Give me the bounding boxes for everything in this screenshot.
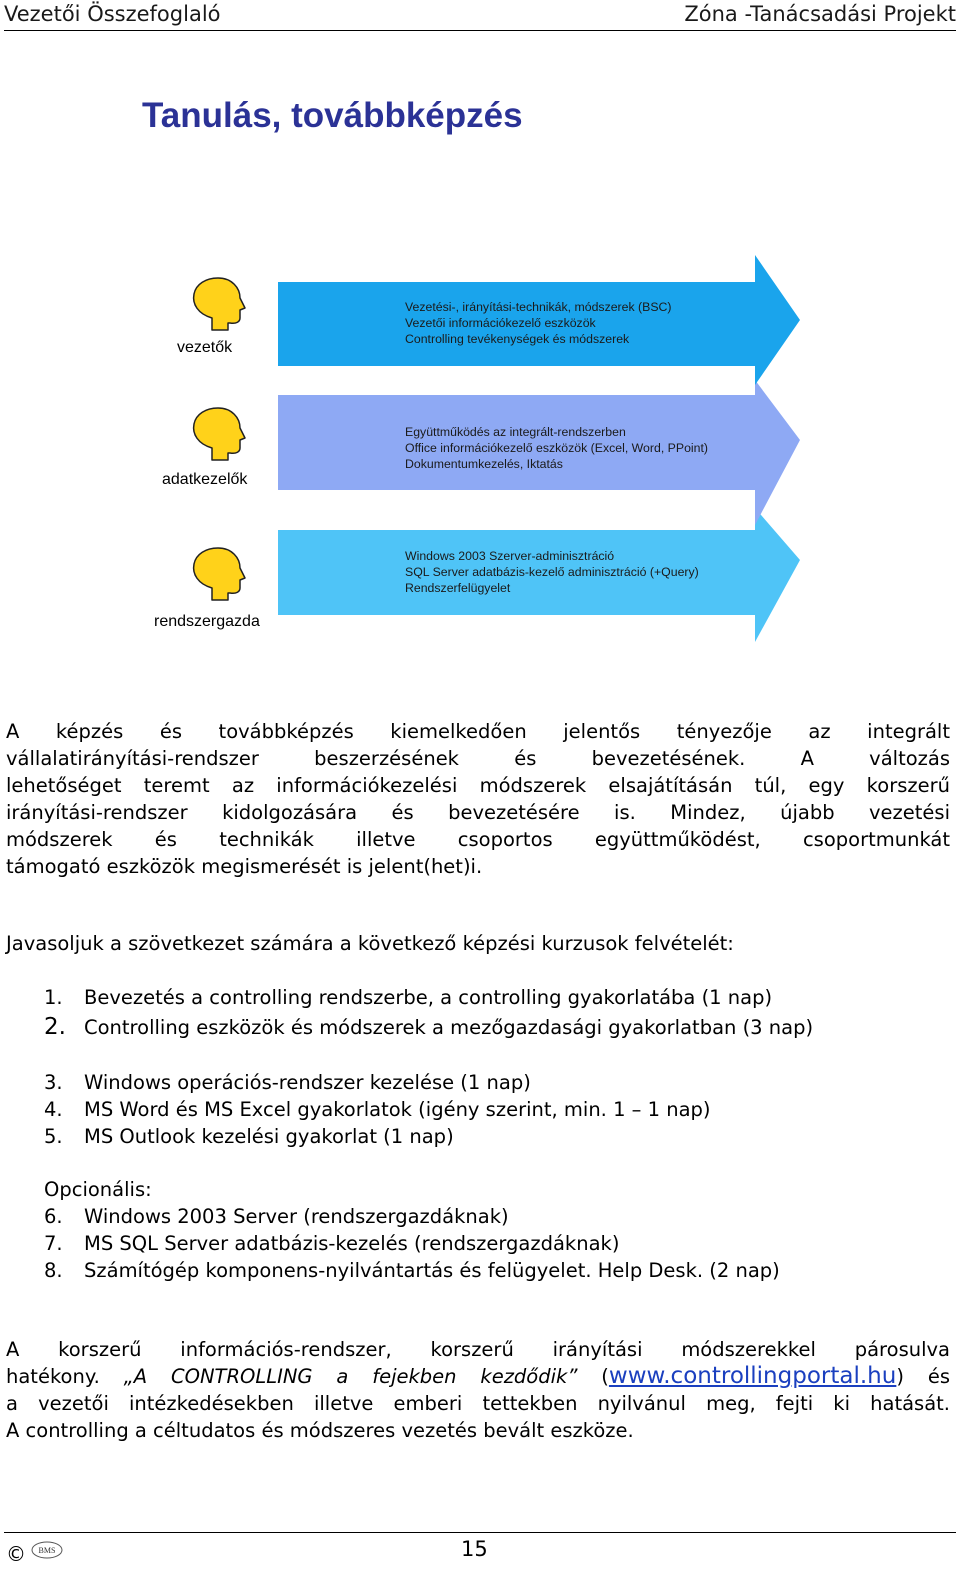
bms-logo-icon [30, 1540, 64, 1560]
list-text: Windows 2003 Server (rendszergazdáknak) [84, 1205, 509, 1228]
text-segment: ( [577, 1365, 609, 1388]
paragraph-line: A controlling a céltudatos és módszeres vezetés bevált eszköze. [6, 1419, 634, 1442]
arrow-line: Együttműködés az integrált-rendszerben [405, 425, 626, 439]
list-text: MS SQL Server adatbázis-kezelés (rendszergazdáknak) [84, 1232, 620, 1255]
paragraph-line: A képzés és továbbképzés kiemelkedően jelentős tényezője az integrált [6, 720, 950, 743]
arrow-line: Windows 2003 Szerver-adminisztráció [405, 549, 615, 563]
list-text: Controlling eszközök és módszerek a mezőgazdasági gyakorlatban (3 nap) [84, 1016, 814, 1039]
list-text: Windows operációs-rendszer kezelése (1 nap) [84, 1071, 531, 1094]
head-icon [194, 548, 245, 600]
closing-paragraph [6, 1336, 950, 1444]
list-number: 3. [44, 1071, 63, 1094]
header-left-text: Vezetői Összefoglaló [4, 2, 221, 26]
list-number: 6. [44, 1205, 63, 1228]
bms-logo-text: BMS [38, 1546, 56, 1555]
arrow-line: Dokumentumkezelés, Iktatás [405, 457, 563, 471]
list-number: 2. [44, 1014, 66, 1040]
list-text: Számítógép komponens-nyilvántartás és felügyelet. Help Desk. (2 nap) [84, 1259, 780, 1282]
list-text: Bevezetés a controlling rendszerbe, a controlling gyakorlatába (1 nap) [84, 986, 773, 1009]
list-item [44, 1098, 711, 1121]
paragraph-line: a vezetői intézkedésekben illetve emberi tettekben nyilvánul meg, fejti ki hatását. [6, 1392, 950, 1415]
list-item [44, 1071, 531, 1094]
intro-paragraph [6, 718, 950, 880]
list-item [44, 1125, 454, 1148]
arrow-text-rendszergazda [405, 548, 699, 596]
paragraph-line: lehetőséget teremt az információkezelési módszerek elsajátításán túl, egy korszerű [6, 774, 950, 797]
arrow-line: Vezetési-, irányítási-technikák, módszerek (BSC) [405, 300, 672, 314]
head-icon [194, 408, 245, 460]
arrow-text-vezetok [405, 299, 672, 347]
page-title: Tanulás, továbbképzés [142, 96, 523, 135]
page-number: 15 [461, 1537, 488, 1561]
arrow-text-adatkezelok [405, 424, 708, 472]
controllingportal-link[interactable]: www.controllingportal.hu [608, 1363, 897, 1389]
text-segment: ) és [896, 1365, 950, 1388]
arrow-line: Vezetői információkezelő eszközök [405, 316, 596, 330]
optional-label: Opcionális: [44, 1178, 152, 1201]
paragraph-line: módszerek és technikák illetve csoportos együttműködést, csoportmunkát [6, 828, 950, 851]
text-segment: hatékony. [6, 1365, 124, 1388]
role-label-vezetok: vezetők [177, 339, 233, 356]
arrow-line: Controlling tevékenységek és módszerek [405, 332, 630, 346]
list-item [44, 1205, 509, 1228]
arrow-line: Office információkezelő eszközök (Excel, Word, PPoint) [405, 441, 708, 455]
list-number: 8. [44, 1259, 63, 1282]
paragraph-line: irányítási-rendszer kidolgozására és bevezetésére is. Mindez, újabb vezetési [6, 801, 950, 824]
header-right-text: Zóna -Tanácsadási Projekt [684, 2, 956, 26]
list-text: MS Outlook kezelési gyakorlat (1 nap) [84, 1125, 454, 1148]
paragraph-line: vállalatirányítási-rendszer beszerzésének és bevezetésének. A változás [6, 747, 950, 770]
list-item [44, 1259, 780, 1282]
footer-rule [4, 1532, 956, 1533]
copyright-symbol: © [6, 1542, 26, 1566]
head-icon [194, 278, 245, 330]
role-label-adatkezelok: adatkezelők [162, 471, 248, 488]
arrow-line: Rendszerfelügyelet [405, 581, 511, 595]
paragraph-line: támogató eszközök megismerését is jelent(het)i. [6, 855, 483, 878]
role-label-rendszergazda: rendszergazda [154, 613, 260, 630]
paragraph-line: A korszerű információs-rendszer, korszerű irányítási módszerekkel párosulva [6, 1338, 950, 1361]
arrow-line: SQL Server adatbázis-kezelő adminisztráció (+Query) [405, 565, 699, 579]
list-text: MS Word és MS Excel gyakorlatok (igény szerint, min. 1 – 1 nap) [84, 1098, 711, 1121]
list-item [44, 1014, 813, 1040]
list-item [44, 1232, 619, 1255]
list-number: 4. [44, 1098, 63, 1121]
list-number: 5. [44, 1125, 63, 1148]
list-number: 1. [44, 986, 63, 1009]
paragraph-line-with-link [6, 1363, 950, 1390]
list-item [44, 986, 772, 1009]
recommendation-text: Javasoljuk a szövetkezet számára a következő képzési kurzusok felvételét: [6, 932, 734, 955]
quote-text: „A CONTROLLING a fejekben kezdődik” [123, 1365, 578, 1388]
list-number: 7. [44, 1232, 63, 1255]
